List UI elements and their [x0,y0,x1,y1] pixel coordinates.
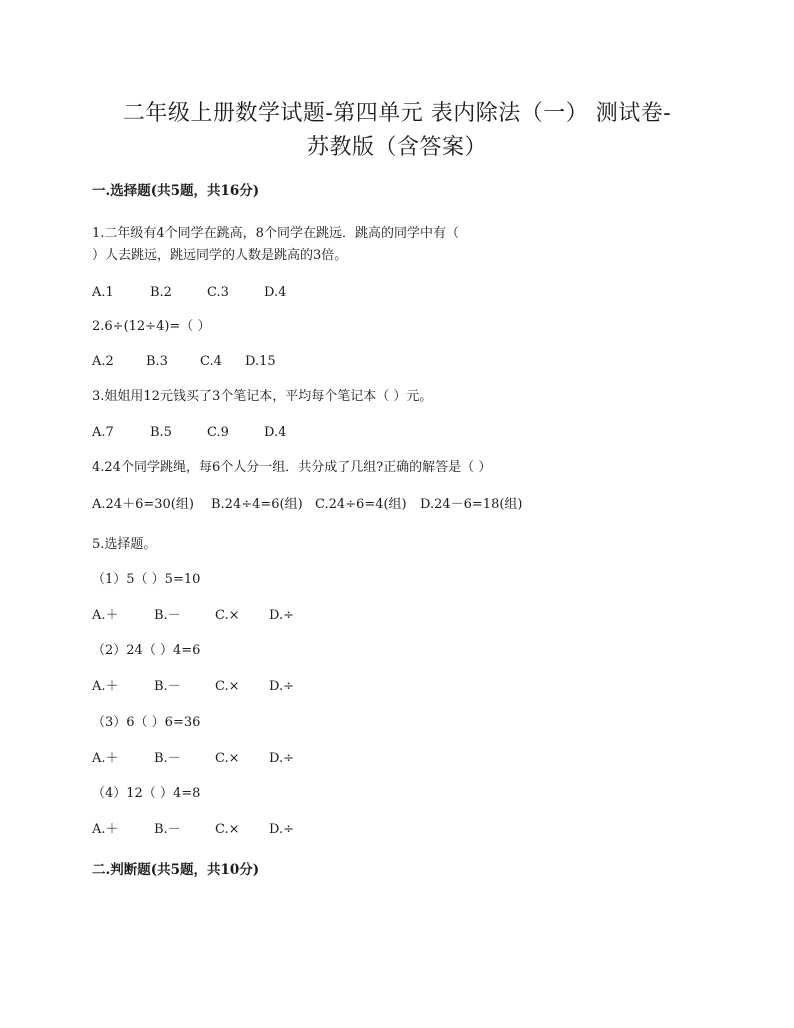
option-d: D.4 [264,285,287,300]
question-5-sub-2-stem: （2）24（ ）4=6 [92,643,201,658]
option-b: B.－ [154,822,181,837]
option-c: C.× [215,751,240,766]
question-5-sub-1-options [92,608,294,624]
option-b: B.－ [154,751,181,766]
question-4-stem: 4.24个同学跳绳，每6个人分一组．共分成了几组?正确的解答是（ ） [92,460,492,475]
option-a: A.＋ [92,822,119,837]
option-b: B.－ [154,679,181,694]
question-1-stem-line-1: 1.二年级有4个同学在跳高，8个同学在跳远．跳高的同学中有（ [92,226,459,241]
option-c: C.24÷6=4(组) [315,497,407,512]
option-a: A.1 [92,285,114,300]
option-a: A.24＋6=30(组) [92,497,194,512]
option-c: C.4 [200,354,222,369]
question-3-options [92,425,286,441]
option-d: D.15 [245,354,276,369]
question-2-options [92,354,276,370]
option-d: D.÷ [269,822,294,837]
option-b: B.3 [146,354,168,369]
option-d: D.24－6=18(组) [420,497,523,512]
option-a: A.7 [92,425,114,440]
question-3-stem: 3.姐姐用12元钱买了3个笔记本，平均每个笔记本（ ）元。 [92,389,433,404]
option-b: B.5 [150,425,172,440]
option-c: C.9 [207,425,229,440]
page-title-line-2: 苏教版（含答案） [306,135,487,160]
section-heading-choice: 一.选择题(共5题，共16分) [92,183,260,199]
option-d: D.÷ [269,679,294,694]
question-2-stem: 2.6÷(12÷4)=（ ） [92,319,211,334]
option-c: C.× [215,679,240,694]
question-5-sub-2-options [92,679,294,695]
question-1-options [92,285,286,301]
question-5-sub-3-stem: （3）6（ ）6=36 [92,715,201,730]
option-c: C.× [215,822,240,837]
question-1-stem-line-2: ）人去跳远，跳远同学的人数是跳高的3倍。 [92,248,348,263]
page-title-line-1: 二年级上册数学试题-第四单元 表内除法（一） 测试卷- [122,101,672,126]
option-b: B.－ [154,608,181,623]
option-a: A.2 [92,354,114,369]
question-5-sub-3-options [92,751,294,767]
option-a: A.＋ [92,679,119,694]
option-a: A.＋ [92,751,119,766]
question-5-sub-4-options [92,822,294,838]
option-d: D.÷ [269,751,294,766]
question-5-sub-4-stem: （4）12（ ）4=8 [92,786,201,801]
question-5-sub-1-stem: （1）5（ ）5=10 [92,572,201,587]
option-c: C.× [215,608,240,623]
option-d: D.÷ [269,608,294,623]
question-4-options [92,497,522,513]
option-b: B.24÷4=6(组) [211,497,303,512]
question-5-stem: 5.选择题。 [92,537,157,552]
option-a: A.＋ [92,608,119,623]
option-b: B.2 [150,285,172,300]
option-d: D.4 [264,425,287,440]
section-heading-judgement: 二.判断题(共5题，共10分) [92,862,260,878]
option-c: C.3 [207,285,229,300]
